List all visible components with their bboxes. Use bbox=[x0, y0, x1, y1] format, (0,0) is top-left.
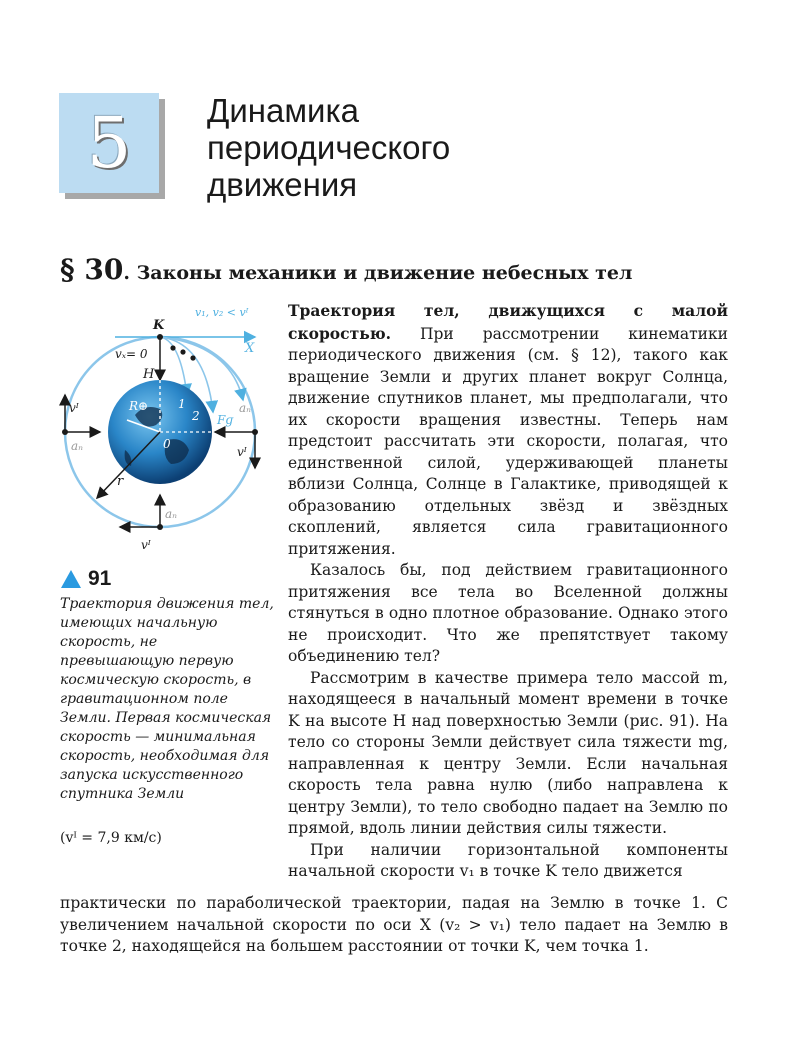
trajectory-dot bbox=[190, 355, 195, 360]
label-0: 0 bbox=[163, 437, 171, 451]
label-vi-bottom: vᴵ bbox=[141, 538, 151, 552]
figure-caption-note: (vᴵ = 7,9 км/с) bbox=[60, 830, 162, 846]
main-text-column bbox=[288, 300, 728, 883]
paragraph-2: Казалось бы, под действием гравитационного притяжения все тела во Вселенной должны стянуться в одно плотное образование. Однако этого не происходит. Что же препятствует такому объединению тел? bbox=[288, 561, 728, 665]
paragraph-1-body: При рассмотрении кинематики периодического движения (см. § 12), такого как вращение Земли и других планет вокруг Солнца, движение спутников планет, мы предполагали, что их скорости вращения известны. Теперь нам предстоит рассчитать эти скорости, полагая, что единственной силой, удерживающей планеты вблизи Солнца, Солнце в Галактике, приводящей к образованию отдельных звёзд и звёздных скоплений, является сила гравитационного притяжения. bbox=[288, 324, 728, 558]
label-v-cond: v₁, v₂ < vᴵ bbox=[195, 306, 249, 319]
trajectory-dot bbox=[170, 345, 175, 350]
chapter-title-line-2: периодического bbox=[207, 129, 451, 166]
label-h: H bbox=[143, 367, 155, 382]
chapter-title-line-1: Динамика bbox=[207, 92, 359, 129]
chapter-title-line-3: движения bbox=[207, 166, 358, 203]
section-title: . Законы механики и движение небесных тел bbox=[123, 262, 633, 284]
chapter-number: 5 bbox=[86, 102, 132, 184]
trajectory-dot bbox=[180, 349, 185, 354]
chapter-title bbox=[207, 92, 450, 203]
label-r-earth: R⊕ bbox=[129, 399, 149, 413]
figure-number: 91 bbox=[88, 567, 112, 590]
label-r: r bbox=[117, 474, 124, 489]
label-fg: Fɡ bbox=[217, 413, 234, 427]
section-heading bbox=[60, 253, 632, 286]
label-vx0: vₓ= 0 bbox=[115, 347, 148, 361]
triangle-icon bbox=[60, 569, 82, 589]
label-vi-right: vᴵ bbox=[237, 445, 247, 459]
paragraph-1-heading: Траектория тел, движущихся с малой скоростью. bbox=[288, 301, 728, 343]
figure-91-diagram bbox=[55, 300, 290, 560]
figure-marker bbox=[60, 567, 111, 591]
label-an-right: aₙ bbox=[239, 401, 252, 415]
paragraph-5: практически по параболической траектории, падая на Землю в точке 1. С увеличением начальной скорости по оси X (v₂ > v₁) тело падает на Землю в точке 2, находящейся на большем расстоянии от точки K, чем точка 1. bbox=[60, 894, 728, 955]
label-k: K bbox=[153, 318, 165, 333]
label-2: 2 bbox=[192, 409, 200, 423]
label-x: X bbox=[245, 341, 255, 356]
paragraph-3: Рассмотрим в качестве примера тело массой m, находящееся в начальный момент времени в точке K на высоте H над поверхностью Земли (рис. 91). На тело со стороны Земли действует сила тяжести mg, направленная к центру Земли. Если начальная скорость тела равна нулю (либо направлена к центру Земли), то тело свободно падает на Землю по прямой, вдоль линии действия силы тяжести. bbox=[288, 668, 728, 837]
label-1: 1 bbox=[178, 397, 186, 411]
paragraph-1 bbox=[288, 300, 728, 560]
label-an-left: aₙ bbox=[71, 439, 84, 453]
section-number: § 30 bbox=[60, 253, 124, 286]
label-vi-left: vᴵ bbox=[69, 401, 79, 415]
figure-caption: Траектория движения тел, имеющих начальную скорость, не превышающую первую космическую скорость, в гравитационном поле Земли. Первая космическая скорость — минимальная скорость, необходимая для запуска искусственного спутника Земли bbox=[60, 596, 274, 802]
label-an-bottom: aₙ bbox=[165, 507, 178, 521]
paragraph-4: При наличии горизонтальной компоненты начальной скорости v₁ в точке K тело движется bbox=[288, 840, 728, 880]
